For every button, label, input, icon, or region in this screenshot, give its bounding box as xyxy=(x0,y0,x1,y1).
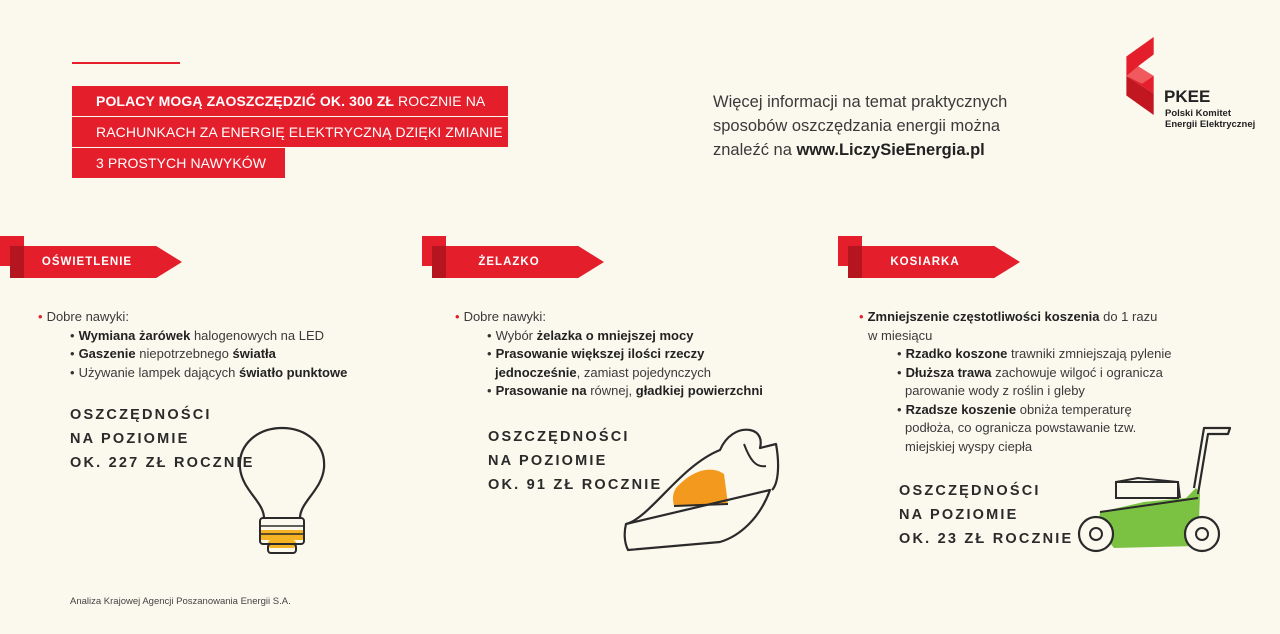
info-line-1: Więcej informacji na temat praktycznych xyxy=(713,93,1008,111)
savings-mower: OSZCZĘDNOŚCI NA POZIOMIE OK. 23 ZŁ ROCZNIE xyxy=(899,483,1074,547)
list-item: • Wybór żelazka o mniejszej mocy xyxy=(455,327,763,346)
list-item-continued: jednocześnie, zamiast pojedynczych xyxy=(495,364,712,380)
habits-intro: • Zmniejszenie częstotliwości koszenia do 1 razu xyxy=(859,308,1171,327)
section-tag-mower xyxy=(838,236,1028,272)
habits-list-lighting xyxy=(38,308,347,382)
info-line-2: sposobów oszczędzania energii można xyxy=(713,117,1001,135)
source-footnote: Analiza Krajowej Agencji Poszanowania Energii S.A. xyxy=(70,596,291,607)
pkee-logo-icon xyxy=(1124,37,1158,115)
lightbulb-icon xyxy=(236,424,328,556)
logo-sub-line-1: Polski Komitet xyxy=(1165,108,1231,119)
list-item: • Rzadko koszone trawniki zmniejszają pylenie xyxy=(859,345,1171,364)
logo-sub-line-2: Energii Elektrycznej xyxy=(1165,119,1256,130)
list-item: • Wymiana żarówek halogenowych na LED xyxy=(38,327,347,346)
iron-icon xyxy=(620,426,784,552)
list-item-continued: miejskiej wyspy ciepła xyxy=(905,438,1033,454)
habits-intro-continued: w miesiącu xyxy=(868,327,933,343)
section-tag-iron xyxy=(422,236,612,272)
list-item: • Prasowanie na równej, gładkiej powierzchni xyxy=(455,382,763,401)
website-link[interactable]: www.LiczySieEnergia.pl xyxy=(796,141,985,159)
headline-banner-line-2: RACHUNKACH ZA ENERGIĘ ELEKTRYCZNĄ DZIĘKI ZMIANIE xyxy=(72,117,508,147)
list-item: • Używanie lampek dających światło punktowe xyxy=(38,364,347,383)
section-tag-label: KOSIARKA xyxy=(890,256,960,268)
list-item-continued: podłoża, co ogranicza powstawanie tzw. xyxy=(905,420,1137,435)
headline-banner-line-1: POLACY MOGĄ ZAOSZCZĘDZIĆ OK. 300 ZŁ ROCZNIE NA xyxy=(72,86,508,116)
more-info-text xyxy=(713,90,1053,162)
list-item: • Prasowanie większej ilości rzeczy xyxy=(455,345,763,364)
section-tag-label: ŻELAZKO xyxy=(478,256,540,268)
habits-intro: • Dobre nawyki: xyxy=(455,308,763,327)
logo-subtitle xyxy=(1165,108,1255,130)
lawn-mower-icon xyxy=(1074,424,1236,560)
savings-lighting: OSZCZĘDNOŚCI NA POZIOMIE OK. 227 ZŁ ROCZNIE xyxy=(70,407,255,471)
list-item: • Gaszenie niepotrzebnego światła xyxy=(38,345,347,364)
section-tag-label: OŚWIETLENIE xyxy=(41,256,133,268)
list-item: • Dłuższa trawa zachowuje wilgoć i ogranicza xyxy=(859,364,1171,383)
habits-intro: • Dobre nawyki: xyxy=(38,308,347,327)
savings-iron: OSZCZĘDNOŚCI NA POZIOMIE OK. 91 ZŁ ROCZNIE xyxy=(488,429,663,493)
top-accent-rule xyxy=(72,62,180,64)
list-item: • Rzadsze koszenie obniża temperaturę xyxy=(859,401,1171,420)
info-line-3: znaleźć na www.LiczySieEnergia.pl xyxy=(713,141,985,159)
list-item-continued: parowanie wody z roślin i gleby xyxy=(905,383,1085,398)
section-tag-lighting xyxy=(0,236,190,272)
headline-banner-line-3: 3 PROSTYCH NAWYKÓW xyxy=(72,148,285,178)
logo-name: PKEE xyxy=(1164,87,1211,106)
habits-list-iron xyxy=(455,308,763,401)
